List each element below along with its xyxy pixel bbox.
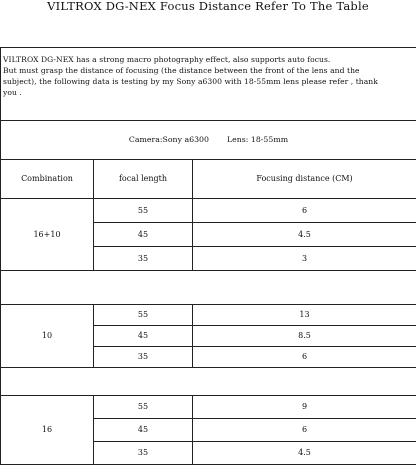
combination-cell: 16 — [1, 396, 94, 465]
intro-line-4: you . — [3, 87, 414, 98]
lens-label: Lens: 18-55mm — [227, 135, 288, 144]
focal-length-cell: 45 — [94, 419, 193, 442]
focus-distance-cell: 9 — [193, 396, 416, 419]
header-combination: Combination — [1, 160, 94, 199]
focus-distance-cell: 6 — [193, 347, 416, 368]
focal-length-cell: 45 — [94, 326, 193, 347]
intro-line-1: VILTROX DG-NEX has a strong macro photography effect, also supports auto focus. — [3, 54, 414, 65]
focal-length-cell: 35 — [94, 247, 193, 271]
spacer-row — [1, 368, 416, 396]
focal-length-cell: 35 — [94, 347, 193, 368]
focal-length-cell: 55 — [94, 305, 193, 326]
combination-cell: 16+10 — [1, 199, 94, 271]
intro-line-3: subject), the following data is testing by my Sony a6300 with 18-55mm lens please refer , thank — [3, 76, 414, 87]
page-title: VILTROX DG-NEX Focus Distance Refer To The Table — [0, 0, 416, 14]
focus-distance-cell: 8.5 — [193, 326, 416, 347]
spacer-row — [1, 271, 416, 305]
focal-length-cell: 55 — [94, 199, 193, 223]
focus-distance-cell: 4.5 — [193, 223, 416, 247]
focal-length-cell: 35 — [94, 442, 193, 465]
intro-line-2: But must grasp the distance of focusing (the distance between the front of the lens and the — [3, 65, 414, 76]
focus-distance-cell: 4.5 — [193, 442, 416, 465]
focus-distance-cell: 6 — [193, 199, 416, 223]
combination-cell: 10 — [1, 305, 94, 368]
header-focal-length: focal length — [94, 160, 193, 199]
header-focusing-distance: Focusing distance (CM) — [193, 160, 416, 199]
focus-distance-cell: 6 — [193, 419, 416, 442]
focus-distance-cell: 3 — [193, 247, 416, 271]
intro-text — [1, 48, 416, 121]
camera-label: Camera:Sony a6300 — [129, 135, 209, 144]
focus-distance-cell: 13 — [193, 305, 416, 326]
camera-info — [1, 121, 416, 160]
focal-length-cell: 55 — [94, 396, 193, 419]
focus-distance-table — [0, 47, 416, 465]
focal-length-cell: 45 — [94, 223, 193, 247]
